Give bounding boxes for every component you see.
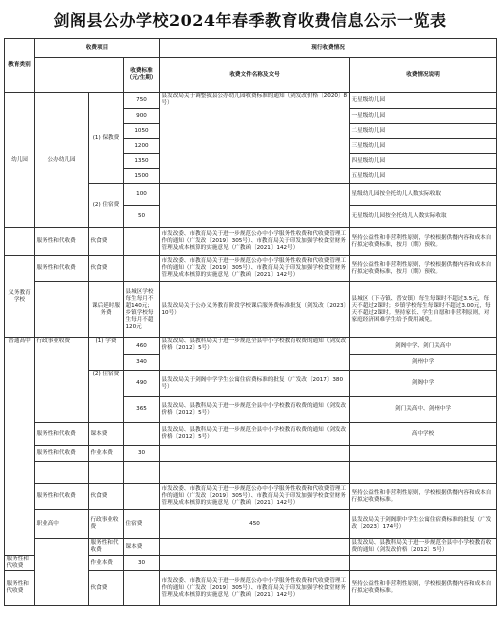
note-cell bbox=[350, 462, 497, 484]
item-service-fee: 服务性和代收费 bbox=[89, 539, 124, 556]
category-kindergarten: 幼儿园 bbox=[5, 93, 35, 228]
item-boarding-fee: (2) 住宿费 bbox=[89, 371, 124, 423]
doc-cell: 县发改局关于剑阁职中学生公寓住宿费标准的批复（广发改〔2023〕174号） bbox=[350, 510, 497, 539]
category-high-school: 普通高中 bbox=[5, 338, 35, 556]
item-textbook-fee: 课本费 bbox=[124, 539, 160, 556]
note-cell: 坚持公益性和非营利性原则，学校根据供餐内容和成本自行拟定收费标准，按月（期）预收。 bbox=[350, 228, 497, 256]
doc-cell bbox=[160, 462, 350, 484]
standard-cell: 100 bbox=[124, 184, 160, 206]
standard-cell bbox=[124, 571, 160, 606]
table-header-row bbox=[5, 39, 497, 58]
table-row bbox=[5, 282, 497, 338]
standard-cell bbox=[160, 539, 350, 556]
standard-cell: 460 bbox=[124, 338, 160, 355]
page-title: 剑阁县公办学校2024年春季教育收费信息公示一览表 bbox=[53, 11, 447, 30]
note-cell: 二星级幼儿园 bbox=[350, 124, 497, 139]
standard-cell bbox=[124, 256, 160, 282]
standard-cell: 365 bbox=[124, 397, 160, 423]
item-care-fee: (1) 保教费 bbox=[89, 93, 124, 184]
category-blank bbox=[5, 228, 35, 256]
table-row bbox=[5, 228, 497, 256]
table-row bbox=[5, 93, 497, 109]
standard-cell bbox=[124, 228, 160, 256]
header-current: 现行收费情况 bbox=[160, 39, 497, 58]
doc-cell bbox=[160, 184, 350, 228]
note-cell: 坚持公益性和非营利性原则，学校根据供餐内容和成本自行拟定收费标准。 bbox=[350, 571, 497, 606]
doc-cell: 县发改局关于公办义务教育阶段学校课后服务费标准批复（剑发改〔2023〕10号） bbox=[160, 282, 350, 338]
header-doc: 收费文件名称及文号 bbox=[160, 58, 350, 93]
note-cell: 剑州中学 bbox=[350, 355, 497, 371]
note-cell bbox=[350, 556, 497, 571]
item-blank bbox=[89, 462, 124, 484]
item-boarding-fee: (2) 住宿费 bbox=[89, 184, 124, 228]
doc-cell: 县发改局、县教科局关于进一步规范全县中小学校教育收费的通知（剑发改价格〔2012〕5号） bbox=[160, 423, 350, 446]
note-cell: 五星级幼儿园 bbox=[350, 169, 497, 184]
item-service-fee: 服务性和代收费 bbox=[35, 228, 89, 256]
note-cell: 无星级幼儿园 bbox=[350, 93, 497, 109]
note-cell: 坚持公益性和非营利性原则，学校根据供餐内容和成本自行拟定收费标准。 bbox=[350, 484, 497, 510]
header-category: 教育类别 bbox=[5, 39, 35, 93]
table-row bbox=[5, 446, 497, 462]
note-cell: 四星级幼儿园 bbox=[350, 154, 497, 169]
category-vocational: 职业高中 bbox=[35, 510, 89, 539]
doc-cell: 市发改委、市教育局关于进一步规范公办中小学服务性收费和代收费管理工作的通知（广发改〔2019〕305号）、市教育局关于印发加强学校食堂财务管理及成本核算的实施意见（广教函〔2021〕142号） bbox=[160, 256, 350, 282]
item-meal-fee: 伙食费 bbox=[89, 256, 124, 282]
table-row bbox=[5, 256, 497, 282]
header-item: 收费项目 bbox=[35, 39, 160, 58]
doc-cell: 县发改局关于调整我县公办幼儿园收费标准的通知（剑发改价格〔2020〕8号） bbox=[160, 93, 350, 184]
table-row bbox=[5, 423, 497, 446]
standard-cell bbox=[124, 462, 160, 484]
item-service-fee: 服务性和代收费 bbox=[35, 484, 89, 510]
standard-cell: 30 bbox=[124, 556, 160, 571]
doc-cell: 县发改局关于剑阁中学学生公寓住宿费标准的批复（广发改〔2017〕380号） bbox=[160, 371, 350, 397]
standard-cell bbox=[124, 423, 160, 446]
doc-cell: 市发改委、市教育局关于进一步规范公办中小学服务性收费和代收费管理工作的通知（广发改〔2019〕305号）、市教育局关于印发加强学校食堂财务管理及成本核算的实施意见（广教函〔2021〕142号） bbox=[160, 228, 350, 256]
doc-cell bbox=[160, 446, 350, 462]
standard-cell: 490 bbox=[124, 371, 160, 397]
category-compulsory: 义务教育学校 bbox=[5, 256, 35, 338]
item-service-fee: 服务性和代收费 bbox=[35, 256, 89, 282]
item-after-school: 课后延时服务费 bbox=[89, 282, 124, 338]
item-meal-fee: 伙食费 bbox=[89, 484, 124, 510]
standard-cell: 50 bbox=[124, 206, 160, 228]
standard-cell: 900 bbox=[124, 109, 160, 124]
header-note: 收费情况说明 bbox=[350, 58, 497, 93]
table-row bbox=[5, 539, 497, 556]
item-homework-fee: 作业本费 bbox=[89, 446, 124, 462]
note-cell: 剑门关高中、剑州中学 bbox=[350, 397, 497, 423]
standard-cell bbox=[124, 484, 160, 510]
header-standard: 收费标准（元/生期） bbox=[124, 58, 160, 93]
table-row bbox=[5, 462, 497, 484]
note-cell: 三星级幼儿园 bbox=[350, 139, 497, 154]
standard-cell: 1500 bbox=[124, 169, 160, 184]
note-cell: 一星级幼儿园 bbox=[350, 109, 497, 124]
note-cell: 无星级幼儿园按全托幼儿人数实际收取 bbox=[350, 206, 497, 228]
note-cell: 剑阁中学 bbox=[350, 371, 497, 397]
item-admin-fee: 行政事业收费 bbox=[35, 338, 89, 423]
doc-cell: 市发改委、市教育局关于进一步规范公办中小学服务性收费和代收费管理工作的通知（广发改〔2019〕305号）、市教育局关于印发加强学校食堂财务管理及成本核算的实施意见（广教函〔2021〕142号） bbox=[160, 484, 350, 510]
standard-cell: 1050 bbox=[124, 124, 160, 139]
item-homework-fee: 作业本费 bbox=[89, 556, 124, 571]
item-textbook-fee: 课本费 bbox=[89, 423, 124, 446]
item-blank bbox=[35, 282, 89, 338]
doc-cell: 县发改局、县教科局关于进一步规范全县中小学校教育收费的通知（剑发改价格〔2012〕5号） bbox=[350, 539, 497, 556]
item-service-fee: 服务性和代收费 bbox=[35, 446, 89, 462]
table-row bbox=[5, 338, 497, 355]
item-service-fee: 服务性和代收费 bbox=[35, 423, 89, 446]
item-service-fee: 服务性和代收费 bbox=[5, 556, 35, 571]
note-cell: 星级幼儿园按全托幼儿人数实际收取 bbox=[350, 184, 497, 206]
item-boarding-fee: 住宿费 bbox=[124, 510, 160, 539]
table-row bbox=[5, 510, 497, 539]
item-tuition-fee: (1) 学费 bbox=[89, 338, 124, 371]
item-public-kg: 公办幼儿园 bbox=[35, 93, 89, 228]
doc-cell: 县发改局、县教科局关于进一步规范全县中小学校教育收费的通知（剑发改价格〔2012〕5号） bbox=[160, 397, 350, 423]
note-cell: 坚持公益性和非营利性原则，学校根据供餐内容和成本自行拟定收费标准，按月（期）预收。 bbox=[350, 256, 497, 282]
doc-cell bbox=[160, 556, 350, 571]
item-blank bbox=[35, 462, 89, 484]
note-cell: 剑阁中学、剑门关高中 bbox=[350, 338, 497, 355]
standard-cell: 县城区学校每生每月不超140元；乡镇学校每生每月不超120元 bbox=[124, 282, 160, 338]
doc-cell: 县发改局、县教科局关于进一步规范全县中小学校教育收费的通知（剑发改价格〔2012〕5号） bbox=[160, 338, 350, 371]
item-meal-fee: 伙食费 bbox=[89, 571, 124, 606]
item-meal-fee: 伙食费 bbox=[89, 228, 124, 256]
note-cell: 高中学校 bbox=[350, 423, 497, 446]
standard-cell: 750 bbox=[124, 93, 160, 109]
standard-cell: 1200 bbox=[124, 139, 160, 154]
note-cell bbox=[350, 446, 497, 462]
standard-cell: 1350 bbox=[124, 154, 160, 169]
item-service-fee: 服务性和代收费 bbox=[5, 571, 35, 606]
standard-cell: 30 bbox=[124, 446, 160, 462]
category-blank bbox=[35, 539, 89, 606]
standard-cell: 450 bbox=[160, 510, 350, 539]
note-cell: 县城区（下寺镇、普安镇）每生每课时不超过3.5元，每天不超过2课时；乡镇学校每生每课时不超过3.00元，每天不超过2课时。坚持家长、学生自愿和非营利原则，对家庭经济困难学生给予费用减免。 bbox=[350, 282, 497, 338]
header-item-blank bbox=[35, 58, 124, 93]
table-row bbox=[5, 484, 497, 510]
table-subheader-row bbox=[5, 58, 497, 93]
doc-cell: 市发改委、市教育局关于进一步规范公办中小学服务性收费和代收费管理工作的通知（广发改〔2019〕305号）、市教育局关于印发加强学校食堂财务管理及成本核算的实施意见（广教函〔2021〕142号） bbox=[160, 571, 350, 606]
item-admin-fee: 行政事业收费 bbox=[89, 510, 124, 539]
fee-table bbox=[4, 38, 497, 606]
standard-cell: 340 bbox=[124, 355, 160, 371]
